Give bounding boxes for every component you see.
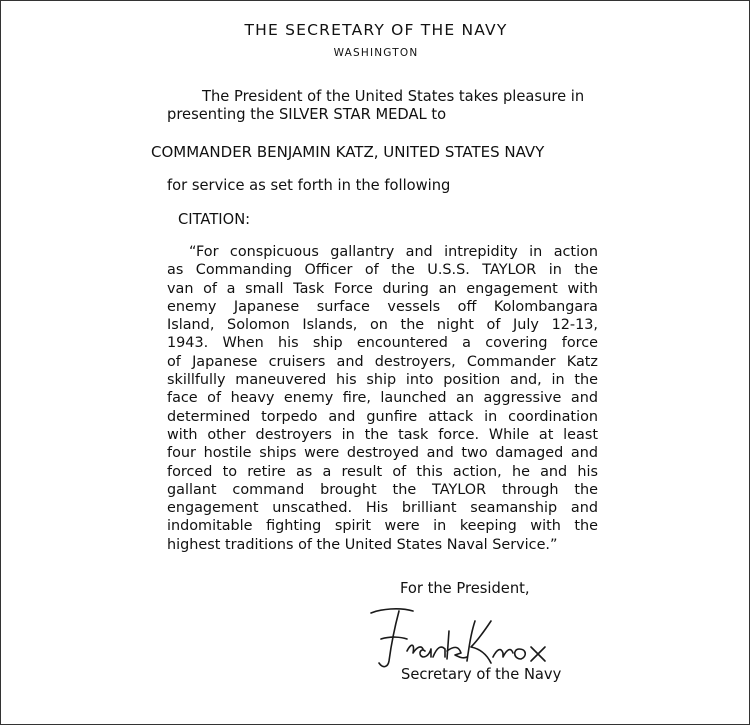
- citation-line: four hostile ships were destroyed and two damaged and: [167, 445, 598, 462]
- citation-body: [167, 243, 598, 554]
- citation-line: highest traditions of the United States Naval Service.”: [167, 536, 558, 553]
- citation-heading: CITATION:: [178, 211, 251, 228]
- citation-line: enemy Japanese surface vessels off Kolombangara: [167, 298, 598, 315]
- citation-line: determined torpedo and gunfire attack in coordination: [167, 408, 598, 425]
- citation-line: forced to retire as a result of this action, he and his: [167, 463, 598, 480]
- citation-line: of Japanese cruisers and destroyers, Commander Katz: [167, 353, 598, 370]
- citation-line: with other destroyers in the task force. While at least: [167, 426, 598, 443]
- citation-line: 1943. When his ship encountered a covering force: [167, 335, 598, 352]
- citation-line: as Commanding Officer of the U.S.S. TAYLOR in the: [167, 262, 598, 279]
- citation-line: face of heavy enemy fire, launched an aggressive and: [167, 390, 598, 407]
- citation-line: gallant command brought the TAYLOR through the: [167, 481, 598, 498]
- citation-line: indomitable fighting spirit were in keeping with the: [167, 518, 598, 535]
- citation-line: engagement unscathed. His brilliant seamanship and: [167, 500, 598, 517]
- citation-line: Island, Solomon Islands, on the night of July 12-13,: [167, 317, 598, 334]
- presentation-line-1: The President of the United States takes pleasure in: [202, 88, 585, 105]
- citation-line: van of a small Task Force during an engagement with: [167, 280, 598, 297]
- recipient-name: COMMANDER BENJAMIN KATZ, UNITED STATES NAVY: [151, 143, 545, 161]
- citation-line: skillfully maneuvered his ship into position and, in the: [167, 372, 598, 389]
- citation-line: “For conspicuous gallantry and intrepidity in action: [189, 244, 598, 260]
- presentation-line-2: presenting the SILVER STAR MEDAL to: [167, 106, 447, 123]
- service-line: for service as set forth in the following: [167, 177, 451, 194]
- letterhead-title: THE SECRETARY OF THE NAVY: [244, 21, 508, 39]
- letterhead-location: WASHINGTON: [333, 47, 419, 59]
- signer-title: Secretary of the Navy: [401, 666, 562, 683]
- for-the-president: For the President,: [400, 580, 530, 597]
